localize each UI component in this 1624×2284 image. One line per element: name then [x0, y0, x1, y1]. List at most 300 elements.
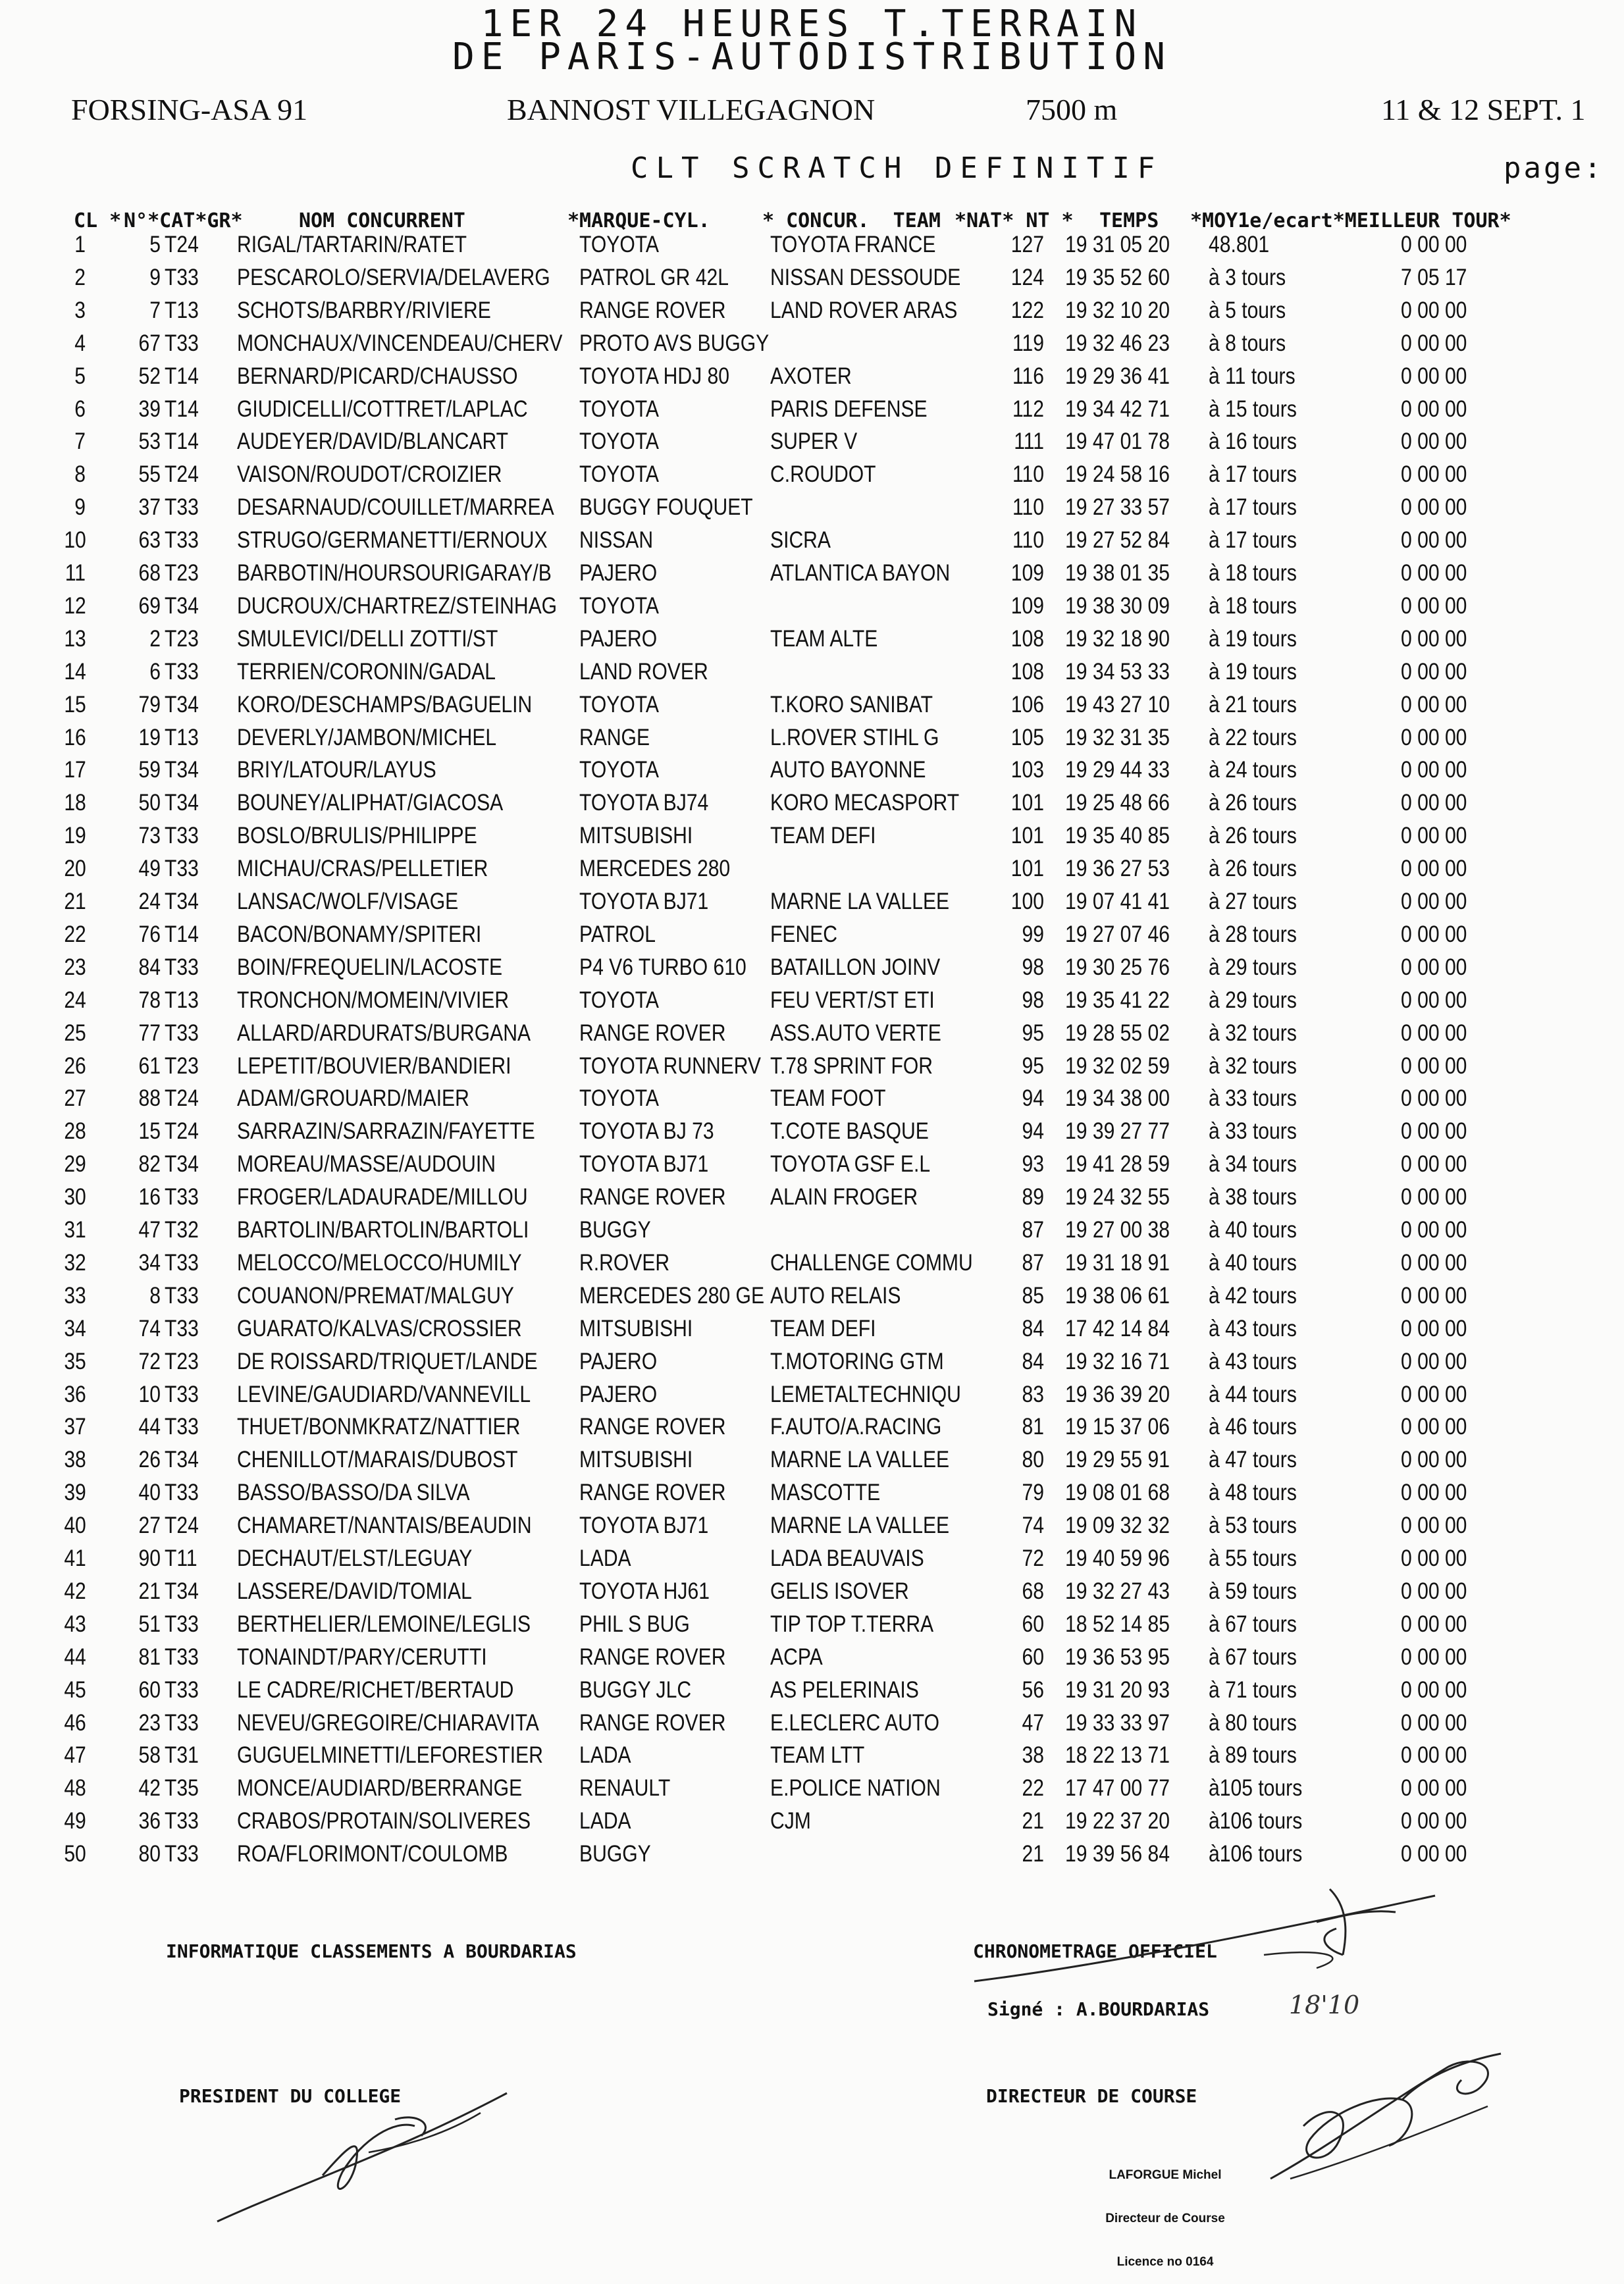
cell-competitor: AUDEYER/DAVID/BLANCART [237, 428, 509, 454]
cell-gap: à 43 tours [1209, 1349, 1297, 1374]
cell-team: AUTO RELAIS [770, 1283, 901, 1309]
cell-make: RANGE ROVER [579, 298, 726, 323]
cell-gap: à 26 tours [1209, 856, 1297, 881]
cell-competitor: TRONCHON/MOMEIN/VIVIER [237, 987, 510, 1013]
cell-team: TIP TOP T.TERRA [770, 1611, 934, 1637]
cell-gap: 48.801 [1209, 232, 1270, 257]
cell-gap: à 33 tours [1209, 1085, 1297, 1111]
cell-best-lap: 0 00 00 [1401, 1414, 1467, 1440]
cell-best-lap: 0 00 00 [1401, 1480, 1467, 1505]
cell-laps: 108 [1010, 626, 1044, 652]
cell-team: L.ROVER STIHL G [770, 725, 939, 750]
cell-cl: 12 [64, 593, 86, 619]
cell-best-lap: 0 00 00 [1401, 330, 1467, 356]
cell-team: ATLANTICA BAYON [770, 560, 951, 586]
cell-competitor: BOSLO/BRULIS/PHILIPPE [237, 823, 477, 848]
cell-cl: 9 [74, 494, 86, 520]
cell-make: RANGE ROVER [579, 1020, 726, 1046]
cell-category: T34 [165, 1151, 199, 1177]
cell-competitor: ROA/FLORIMONT/COULOMB [237, 1841, 508, 1867]
col-header-nat-nt: *NAT* NT * [955, 209, 1074, 232]
cell-number: 37 [138, 494, 161, 520]
cell-cl: 47 [64, 1742, 86, 1768]
cell-category: T23 [165, 560, 199, 586]
cell-cl: 26 [64, 1053, 86, 1079]
cell-number: 76 [138, 921, 161, 947]
cell-best-lap: 0 00 00 [1401, 298, 1467, 323]
cell-laps: 74 [1022, 1513, 1044, 1538]
cell-competitor: PESCAROLO/SERVIA/DELAVERG [237, 265, 550, 290]
cell-competitor: DE ROISSARD/TRIQUET/LANDE [237, 1349, 538, 1374]
cell-team: FENEC [770, 921, 838, 947]
cell-make: RANGE ROVER [579, 1480, 726, 1505]
cell-best-lap: 0 00 00 [1401, 1611, 1467, 1637]
cell-make: LADA [579, 1808, 631, 1834]
cell-time: 19 35 41 22 [1065, 987, 1170, 1013]
cell-cl: 17 [64, 757, 86, 783]
cell-category: T13 [165, 987, 199, 1013]
cell-best-lap: 0 00 00 [1401, 692, 1467, 717]
cell-category: T33 [165, 330, 199, 356]
cell-category: T13 [165, 298, 199, 323]
cell-cl: 25 [64, 1020, 86, 1046]
cell-category: T33 [165, 1644, 199, 1670]
cell-competitor: MONCE/AUDIARD/BERRANGE [237, 1775, 523, 1801]
cell-best-lap: 0 00 00 [1401, 790, 1467, 816]
cell-best-lap: 0 00 00 [1401, 1316, 1467, 1341]
cell-time: 17 47 00 77 [1065, 1775, 1170, 1801]
cell-category: T33 [165, 1710, 199, 1736]
cell-number: 42 [138, 1775, 161, 1801]
cell-make: RANGE ROVER [579, 1184, 726, 1210]
cell-category: T23 [165, 626, 199, 652]
cell-competitor: LEPETIT/BOUVIER/BANDIERI [237, 1053, 511, 1079]
cell-gap: à 24 tours [1209, 757, 1297, 783]
cell-laps: 101 [1010, 856, 1044, 881]
cell-make: MERCEDES 280 [579, 856, 731, 881]
cell-team: T.KORO SANIBAT [770, 692, 933, 717]
cell-category: T24 [165, 461, 199, 487]
cell-team: CJM [770, 1808, 811, 1834]
col-header-moy-meilleur: *MOY1e/ecart*MEILLEUR TOUR* [1190, 209, 1511, 232]
cell-cl: 10 [64, 527, 86, 553]
chronometrage-signature [948, 1882, 1448, 2040]
cell-time: 19 36 27 53 [1065, 856, 1170, 881]
cell-time: 19 32 46 23 [1065, 330, 1170, 356]
cell-laps: 81 [1022, 1414, 1044, 1440]
cell-competitor: GIUDICELLI/COTTRET/LAPLAC [237, 396, 528, 422]
cell-time: 19 24 32 55 [1065, 1184, 1170, 1210]
cell-gap: à 47 tours [1209, 1447, 1297, 1472]
cell-best-lap: 0 00 00 [1401, 527, 1467, 553]
cell-number: 53 [138, 428, 161, 454]
cell-gap: à 22 tours [1209, 725, 1297, 750]
cell-laps: 68 [1022, 1578, 1044, 1604]
cell-laps: 21 [1022, 1841, 1044, 1867]
cell-competitor: LANSAC/WOLF/VISAGE [237, 889, 459, 914]
cell-gap: à 17 tours [1209, 461, 1297, 487]
cell-make: MITSUBISHI [579, 1447, 693, 1472]
cell-gap: à 3 tours [1209, 265, 1286, 290]
cell-laps: 108 [1010, 659, 1044, 685]
cell-team: SUPER V [770, 428, 858, 454]
cell-number: 5 [149, 232, 161, 257]
cell-laps: 94 [1022, 1085, 1044, 1111]
cell-team: GELIS ISOVER [770, 1578, 909, 1604]
cell-best-lap: 0 00 00 [1401, 1283, 1467, 1309]
cell-team: LAND ROVER ARAS [770, 298, 958, 323]
cell-number: 77 [138, 1020, 161, 1046]
cell-gap: à 29 tours [1209, 954, 1297, 980]
cell-time: 19 22 37 20 [1065, 1808, 1170, 1834]
cell-time: 19 29 44 33 [1065, 757, 1170, 783]
cell-laps: 109 [1010, 560, 1044, 586]
cell-make: BUGGY JLC [579, 1677, 692, 1703]
cell-laps: 95 [1022, 1020, 1044, 1046]
cell-category: T33 [165, 1020, 199, 1046]
cell-time: 19 35 40 85 [1065, 823, 1170, 848]
cell-gap: à 27 tours [1209, 889, 1297, 914]
cell-competitor: BERNARD/PICARD/CHAUSSO [237, 363, 518, 389]
cell-time: 19 27 07 46 [1065, 921, 1170, 947]
cell-time: 19 39 56 84 [1065, 1841, 1170, 1867]
cell-time: 19 09 32 32 [1065, 1513, 1170, 1538]
cell-competitor: BERTHELIER/LEMOINE/LEGLIS [237, 1611, 531, 1637]
cell-cl: 5 [74, 363, 86, 389]
cell-make: LADA [579, 1545, 631, 1571]
cell-best-lap: 0 00 00 [1401, 560, 1467, 586]
cell-cl: 15 [64, 692, 86, 717]
cell-laps: 72 [1022, 1545, 1044, 1571]
cell-team: TEAM DEFI [770, 1316, 876, 1341]
cell-number: 67 [138, 330, 161, 356]
cell-gap: à 18 tours [1209, 560, 1297, 586]
cell-number: 49 [138, 856, 161, 881]
cell-category: T13 [165, 725, 199, 750]
cell-gap: à 5 tours [1209, 298, 1286, 323]
cell-make: TOYOTA [579, 428, 659, 454]
cell-cl: 3 [74, 298, 86, 323]
cell-time: 19 31 18 91 [1065, 1250, 1170, 1276]
cell-laps: 109 [1010, 593, 1044, 619]
cell-best-lap: 0 00 00 [1401, 1382, 1467, 1407]
cell-time: 19 31 20 93 [1065, 1677, 1170, 1703]
cell-team: T.COTE BASQUE [770, 1118, 929, 1144]
cell-time: 19 30 25 76 [1065, 954, 1170, 980]
cell-gap: à 19 tours [1209, 659, 1297, 685]
cell-laps: 99 [1022, 921, 1044, 947]
cell-make: PAJERO [579, 560, 658, 586]
cell-competitor: BRIY/LATOUR/LAYUS [237, 757, 436, 783]
cell-cl: 14 [64, 659, 86, 685]
cell-category: T33 [165, 954, 199, 980]
cell-category: T24 [165, 1513, 199, 1538]
cell-make: PATROL [579, 921, 656, 947]
cell-competitor: DECHAUT/ELST/LEGUAY [237, 1545, 473, 1571]
cell-number: 27 [138, 1513, 161, 1538]
cell-make: TOYOTA HDJ 80 [579, 363, 730, 389]
cell-number: 82 [138, 1151, 161, 1177]
cell-category: T33 [165, 1382, 199, 1407]
cell-category: T34 [165, 1447, 199, 1472]
cell-gap: à 43 tours [1209, 1316, 1297, 1341]
cell-cl: 34 [64, 1316, 86, 1341]
cell-laps: 122 [1010, 298, 1044, 323]
cell-competitor: VAISON/ROUDOT/CROIZIER [237, 461, 502, 487]
cell-number: 84 [138, 954, 161, 980]
cell-number: 72 [138, 1349, 161, 1374]
cell-number: 10 [138, 1382, 161, 1407]
cell-number: 21 [138, 1578, 161, 1604]
cell-make: PATROL GR 42L [579, 265, 729, 290]
cell-gap: à 53 tours [1209, 1513, 1297, 1538]
cell-laps: 101 [1010, 790, 1044, 816]
cell-make: BUGGY FOUQUET [579, 494, 753, 520]
stamp-role: Directeur de Course [1105, 2212, 1225, 2225]
cell-cl: 42 [64, 1578, 86, 1604]
cell-laps: 119 [1012, 330, 1044, 356]
cell-team: TEAM DEFI [770, 823, 876, 848]
cell-team: SICRA [770, 527, 831, 553]
cell-category: T33 [165, 1184, 199, 1210]
title-line-1: 1ER 24 HEURES T.TERRAIN [481, 3, 1143, 45]
cell-competitor: STRUGO/GERMANETTI/ERNOUX [237, 527, 548, 553]
cell-number: 44 [138, 1414, 161, 1440]
cell-cl: 20 [64, 856, 86, 881]
cell-category: T34 [165, 692, 199, 717]
cell-team: CHALLENGE COMMU [770, 1250, 973, 1276]
cell-number: 58 [138, 1742, 161, 1768]
cell-best-lap: 0 00 00 [1401, 1841, 1467, 1867]
cell-laps: 101 [1010, 823, 1044, 848]
cell-cl: 27 [64, 1085, 86, 1111]
cell-gap: à 16 tours [1209, 428, 1297, 454]
cell-best-lap: 0 00 00 [1401, 1742, 1467, 1768]
cell-time: 19 08 01 68 [1065, 1480, 1170, 1505]
cell-best-lap: 0 00 00 [1401, 725, 1467, 750]
cell-make: RANGE ROVER [579, 1414, 726, 1440]
cell-laps: 116 [1012, 363, 1044, 389]
cell-gap: à 29 tours [1209, 987, 1297, 1013]
signed-time: 18'10 [1289, 1990, 1360, 2019]
cell-category: T11 [165, 1545, 197, 1571]
informatique-credit: INFORMATIQUE CLASSEMENTS A BOURDARIAS [166, 1940, 577, 1962]
cell-time: 19 43 27 10 [1065, 692, 1170, 717]
cell-make: MITSUBISHI [579, 823, 693, 848]
cell-category: T31 [165, 1742, 199, 1768]
cell-cl: 6 [74, 396, 86, 422]
cell-make: PHIL S BUG [579, 1611, 690, 1637]
cell-team: BATAILLON JOINV [770, 954, 941, 980]
cell-best-lap: 0 00 00 [1401, 396, 1467, 422]
cell-cl: 28 [64, 1118, 86, 1144]
cell-laps: 124 [1010, 265, 1044, 290]
cell-team: T.MOTORING GTM [770, 1349, 944, 1374]
cell-competitor: BASSO/BASSO/DA SILVA [237, 1480, 470, 1505]
cell-laps: 112 [1012, 396, 1044, 422]
cell-laps: 87 [1022, 1250, 1044, 1276]
cell-cl: 16 [64, 725, 86, 750]
cell-category: T35 [165, 1775, 199, 1801]
cell-gap: à 46 tours [1209, 1414, 1297, 1440]
cell-time: 19 27 52 84 [1065, 527, 1170, 553]
cell-gap: à105 tours [1209, 1775, 1303, 1801]
cell-number: 78 [138, 987, 161, 1013]
cell-cl: 24 [64, 987, 86, 1013]
cell-gap: à 11 tours [1209, 363, 1296, 389]
cell-category: T24 [165, 232, 199, 257]
cell-time: 19 29 36 41 [1065, 363, 1170, 389]
col-header-cl: CL * [74, 209, 122, 232]
cell-best-lap: 0 00 00 [1401, 823, 1467, 848]
cell-number: 68 [138, 560, 161, 586]
cell-time: 19 24 58 16 [1065, 461, 1170, 487]
cell-best-lap: 0 00 00 [1401, 1545, 1467, 1571]
signed-by: Signé : A.BOURDARIAS [987, 1998, 1210, 2020]
cell-cl: 13 [64, 626, 86, 652]
cell-make: TOYOTA BJ71 [579, 1513, 709, 1538]
cell-competitor: LASSERE/DAVID/TOMIAL [237, 1578, 472, 1604]
cell-competitor: TERRIEN/CORONIN/GADAL [237, 659, 496, 685]
cell-make: RANGE [579, 725, 650, 750]
cell-best-lap: 0 00 00 [1401, 1513, 1467, 1538]
cell-laps: 38 [1022, 1742, 1044, 1768]
cell-make: TOYOTA BJ74 [579, 790, 709, 816]
cell-competitor: KORO/DESCHAMPS/BAGUELIN [237, 692, 533, 717]
cell-competitor: NEVEU/GREGOIRE/CHIARAVITA [237, 1710, 539, 1736]
cell-category: T33 [165, 1414, 199, 1440]
event-dates: 11 & 12 SEPT. 1 [1381, 93, 1586, 126]
cell-gap: à 32 tours [1209, 1053, 1297, 1079]
cell-number: 60 [138, 1677, 161, 1703]
cell-team: E.POLICE NATION [770, 1775, 941, 1801]
cell-time: 19 40 59 96 [1065, 1545, 1170, 1571]
col-header-no-cat-gr: N°*CAT*GR* [124, 209, 243, 232]
cell-laps: 85 [1022, 1283, 1044, 1309]
cell-gap: à 40 tours [1209, 1250, 1297, 1276]
cell-laps: 110 [1012, 461, 1044, 487]
chronometrage-label: CHRONOMETRAGE OFFICIEL [973, 1940, 1217, 1962]
cell-make: TOYOTA HJ61 [579, 1578, 710, 1604]
cell-category: T33 [165, 823, 199, 848]
cell-competitor: RIGAL/TARTARIN/RATET [237, 232, 467, 257]
cell-team: LADA BEAUVAIS [770, 1545, 924, 1571]
cell-category: T14 [165, 396, 199, 422]
cell-category: T33 [165, 856, 199, 881]
cell-cl: 38 [64, 1447, 86, 1472]
cell-make: RENAULT [579, 1775, 671, 1801]
cell-gap: à 67 tours [1209, 1644, 1297, 1670]
cell-team: MASCOTTE [770, 1480, 881, 1505]
cell-cl: 2 [74, 265, 86, 290]
cell-cl: 37 [64, 1414, 86, 1440]
cell-competitor: FROGER/LADAURADE/MILLOU [237, 1184, 528, 1210]
cell-gap: à 33 tours [1209, 1118, 1297, 1144]
cell-competitor: MELOCCO/MELOCCO/HUMILY [237, 1250, 522, 1276]
cell-time: 19 39 27 77 [1065, 1118, 1170, 1144]
cell-category: T32 [165, 1217, 199, 1243]
cell-competitor: BARBOTIN/HOURSOURIGARAY/B [237, 560, 552, 586]
cell-competitor: SCHOTS/BARBRY/RIVIERE [237, 298, 491, 323]
directeur-label: DIRECTEUR DE COURSE [986, 2085, 1197, 2107]
cell-gap: à 55 tours [1209, 1545, 1297, 1571]
cell-team: ACPA [770, 1644, 823, 1670]
president-label: PRESIDENT DU COLLEGE [179, 2085, 402, 2107]
cell-team: MARNE LA VALLEE [770, 1447, 950, 1472]
cell-team: TEAM LTT [770, 1742, 865, 1768]
cell-competitor: MONCHAUX/VINCENDEAU/CHERV [237, 330, 563, 356]
cell-gap: à 18 tours [1209, 593, 1297, 619]
cell-best-lap: 0 00 00 [1401, 494, 1467, 520]
cell-best-lap: 0 00 00 [1401, 1250, 1467, 1276]
organizer: FORSING-ASA 91 [71, 93, 308, 126]
cell-cl: 1 [74, 232, 86, 257]
cell-cl: 41 [64, 1545, 86, 1571]
cell-number: 50 [138, 790, 161, 816]
cell-team: KORO MECASPORT [770, 790, 960, 816]
col-header-temps: TEMPS [1099, 209, 1159, 232]
cell-competitor: CHAMARET/NANTAIS/BEAUDIN [237, 1513, 532, 1538]
cell-cl: 30 [64, 1184, 86, 1210]
cell-laps: 94 [1022, 1118, 1044, 1144]
cell-team: MARNE LA VALLEE [770, 1513, 950, 1538]
cell-cl: 8 [74, 461, 86, 487]
cell-cl: 40 [64, 1513, 86, 1538]
cell-best-lap: 0 00 00 [1401, 363, 1467, 389]
cell-gap: à 17 tours [1209, 527, 1297, 553]
cell-number: 73 [138, 823, 161, 848]
cell-best-lap: 0 00 00 [1401, 1677, 1467, 1703]
cell-cl: 21 [64, 889, 86, 914]
cell-time: 19 32 16 71 [1065, 1349, 1170, 1374]
cell-number: 2 [149, 626, 161, 652]
cell-team: LEMETALTECHNIQU [770, 1382, 961, 1407]
cell-make: BUGGY [579, 1841, 651, 1867]
cell-best-lap: 0 00 00 [1401, 1085, 1467, 1111]
cell-number: 40 [138, 1480, 161, 1505]
cell-category: T33 [165, 1611, 199, 1637]
cell-category: T33 [165, 1677, 199, 1703]
cell-make: TOYOTA [579, 757, 659, 783]
cell-category: T33 [165, 659, 199, 685]
cell-category: T14 [165, 428, 199, 454]
cell-category: T33 [165, 265, 199, 290]
cell-gap: à 44 tours [1209, 1382, 1297, 1407]
cell-best-lap: 0 00 00 [1401, 1808, 1467, 1834]
cell-best-lap: 0 00 00 [1401, 461, 1467, 487]
cell-laps: 79 [1022, 1480, 1044, 1505]
cell-gap: à 8 tours [1209, 330, 1286, 356]
cell-gap: à 21 tours [1209, 692, 1297, 717]
cell-make: TOYOTA [579, 396, 659, 422]
col-header-nom: NOM CONCURRENT [299, 209, 465, 232]
cell-make: TOYOTA [579, 593, 659, 619]
cell-laps: 93 [1022, 1151, 1044, 1177]
cell-time: 19 34 53 33 [1065, 659, 1170, 685]
cell-laps: 84 [1022, 1316, 1044, 1341]
cell-time: 19 32 27 43 [1065, 1578, 1170, 1604]
cell-best-lap: 0 00 00 [1401, 1184, 1467, 1210]
cell-gap: à106 tours [1209, 1808, 1303, 1834]
cell-team: TEAM FOOT [770, 1085, 886, 1111]
cell-category: T33 [165, 1250, 199, 1276]
cell-cl: 43 [64, 1611, 86, 1637]
cell-laps: 98 [1022, 987, 1044, 1013]
cell-competitor: LEVINE/GAUDIARD/VANNEVILL [237, 1382, 531, 1407]
cell-number: 52 [138, 363, 161, 389]
cell-make: MITSUBISHI [579, 1316, 693, 1341]
cell-gap: à 32 tours [1209, 1020, 1297, 1046]
